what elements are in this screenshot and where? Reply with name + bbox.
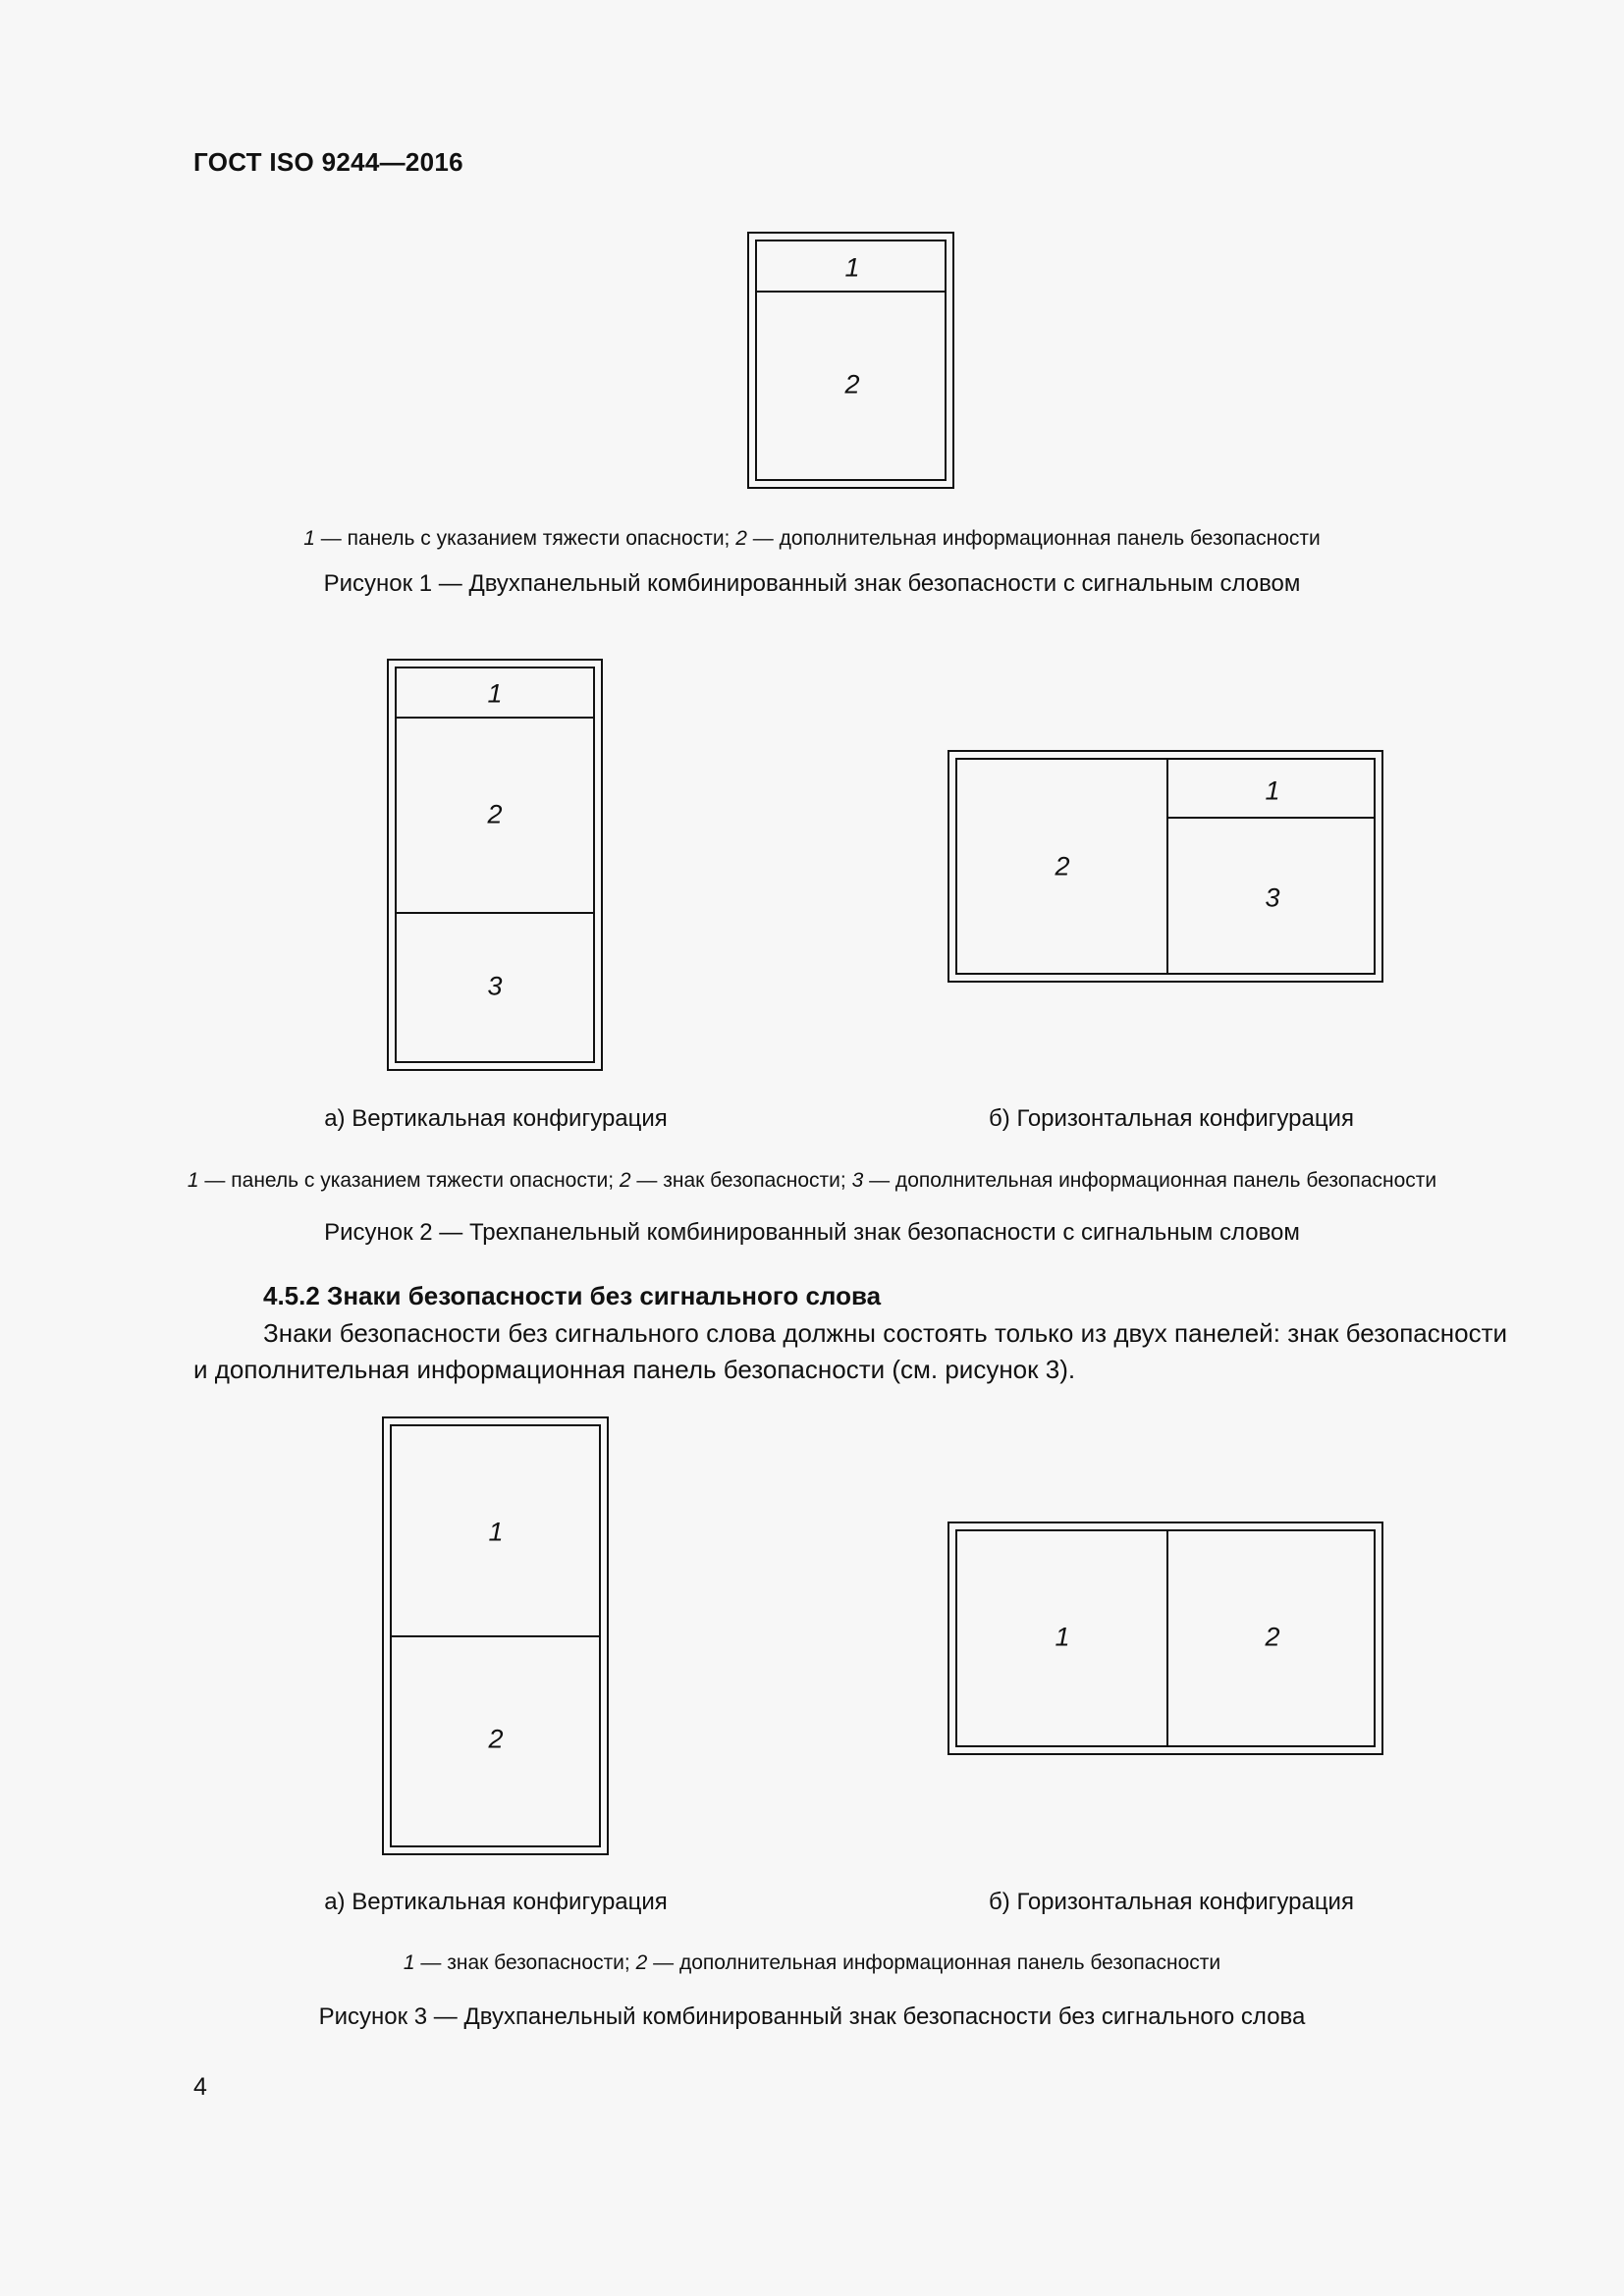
section-paragraph: Знаки безопасности без сигнального слова должны состоять только из двух панелей: знак безопасности и дополнительная информационная панель безопасности (см. рисунок 3). xyxy=(193,1318,1507,1384)
panel-number: 2 xyxy=(487,799,503,829)
panel-number: 2 xyxy=(1055,851,1070,881)
figure-2a-subcaption: а) Вертикальная конфигурация xyxy=(324,1105,668,1132)
figure-3-legend: 1 — знак безопасности; 2 — дополнительная информационная панель безопасности xyxy=(403,1951,1221,1974)
figure-1-caption: Рисунок 1 — Двухпанельный комбинированный знак безопасности с сигнальным словом xyxy=(323,570,1301,597)
panel-number: 1 xyxy=(1265,775,1280,806)
panel-number: 2 xyxy=(488,1724,504,1754)
panel-number: 2 xyxy=(1265,1622,1280,1652)
figure-2b-subcaption: б) Горизонтальная конфигурация xyxy=(989,1105,1354,1132)
section-heading: 4.5.2 Знаки безопасности без сигнального слова xyxy=(263,1281,882,1310)
figure-2-legend: 1 — панель с указанием тяжести опасности; 2 — знак безопасности; 3 — дополнительная информационная панель безопасности xyxy=(187,1169,1437,1192)
panel-number: 1 xyxy=(844,252,860,283)
figure-3-caption: Рисунок 3 — Двухпанельный комбинированный знак безопасности без сигнального слова xyxy=(318,2003,1306,2030)
document-header: ГОСТ ISO 9244—2016 xyxy=(193,147,463,177)
panel-number: 1 xyxy=(488,1517,504,1547)
panel-number: 1 xyxy=(1055,1622,1070,1652)
figure-1-legend: 1 — панель с указанием тяжести опасности; 2 — дополнительная информационная панель безопасности xyxy=(303,527,1321,550)
page-number: 4 xyxy=(193,2073,207,2101)
figure-2-caption: Рисунок 2 — Трехпанельный комбинированный знак безопасности с сигнальным словом xyxy=(324,1219,1300,1246)
panel-number: 3 xyxy=(1265,882,1280,913)
panel-number: 1 xyxy=(487,678,503,709)
figure-3b-subcaption: б) Горизонтальная конфигурация xyxy=(989,1889,1354,1915)
panel-number: 3 xyxy=(487,971,503,1001)
panel-number: 2 xyxy=(844,369,860,400)
figure-3a-subcaption: а) Вертикальная конфигурация xyxy=(324,1889,668,1915)
